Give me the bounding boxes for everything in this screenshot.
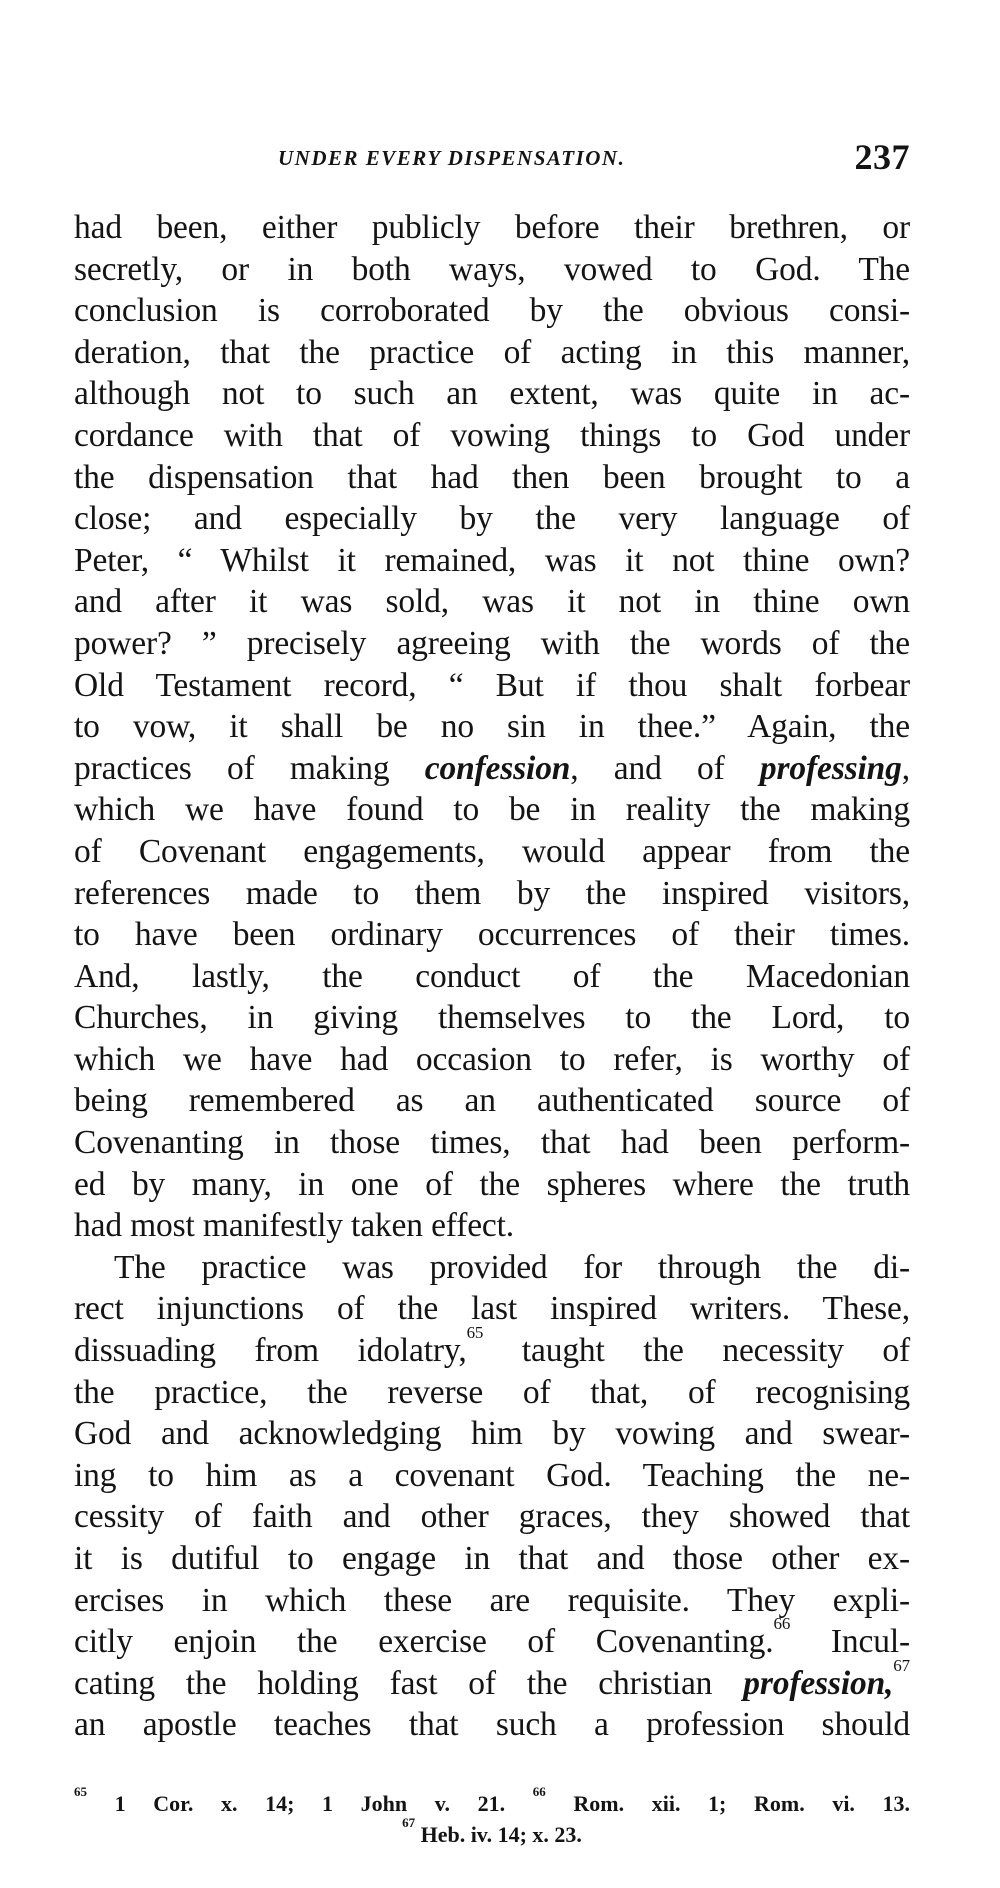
- text-line: which we have had occasion to refer, is worthy of: [74, 1040, 910, 1078]
- footnote-ref-67[interactable]: 67: [893, 1655, 910, 1675]
- text-line: of Covenant engagements, would appear from the: [74, 832, 910, 870]
- text-line: which we have found to be in reality the making: [74, 791, 910, 829]
- text-line: close; and especially by the very language of: [74, 500, 910, 538]
- text-line: secretly, or in both ways, vowed to God. The: [74, 250, 910, 288]
- footnote-65: [74, 1784, 506, 1816]
- text-line: although not to such an extent, was quite in ac-: [74, 375, 910, 413]
- text-line: Old Testament record, “ But if thou shalt forbear: [74, 666, 910, 704]
- line-text: Incul-: [790, 1623, 910, 1661]
- line-text: , and of: [570, 749, 760, 787]
- text-line: And, lastly, the conduct of the Macedonian: [74, 957, 910, 995]
- footnote-ref-66[interactable]: 66: [773, 1614, 791, 1634]
- text-line: ing to him as a covenant God. Teaching the ne-: [74, 1456, 910, 1494]
- footnote-text: Heb. iv. 14; x. 23.: [420, 1822, 582, 1847]
- text-line: [74, 1655, 910, 1705]
- text-line: being remembered as an authenticated source of: [74, 1082, 910, 1120]
- text-line: Peter, “ Whilst it remained, was it not thine own?: [74, 541, 910, 579]
- text-line: conclusion is corroborated by the obvious consi-: [74, 292, 910, 330]
- footnote-mark: 66: [532, 1784, 546, 1799]
- line-text: citly enjoin the exercise of Covenanting.: [74, 1623, 774, 1661]
- footnote-mark: 65: [74, 1784, 87, 1799]
- footnotes: [74, 1784, 911, 1850]
- footnote-text: 1 Cor. x. 14; 1 John v. 21.: [114, 1791, 506, 1816]
- text-line: it is dutiful to engage in that and those other ex-: [74, 1540, 910, 1577]
- running-head: [74, 136, 910, 180]
- text-line: deration, that the practice of acting in this manner,: [74, 333, 910, 371]
- text-line: to have been ordinary occurrences of their times.: [74, 916, 910, 954]
- italic-term: profession,: [743, 1664, 894, 1702]
- footnote-mark: 67: [402, 1815, 416, 1830]
- text-line: The practice was provided for through the di-: [114, 1248, 910, 1286]
- running-title: UNDER EVERY DISPENSATION.: [278, 146, 626, 170]
- text-line: Churches, in giving themselves to the Lord, to: [74, 999, 910, 1037]
- footnote-67: [402, 1815, 582, 1847]
- text-line: God and acknowledging him by vowing and swear-: [74, 1415, 910, 1453]
- text-line: had most manifestly taken effect.: [74, 1207, 515, 1245]
- italic-term: professing: [759, 749, 902, 787]
- text-line: to vow, it shall be no sin in thee.” Again, the: [74, 708, 910, 746]
- text-line: [74, 1323, 910, 1372]
- text-line: Covenanting in those times, that had been perform-: [74, 1124, 910, 1162]
- text-line: had been, either publicly before their brethren, or: [74, 209, 910, 246]
- line-text: practices of making: [74, 749, 425, 787]
- text-line: [74, 748, 910, 790]
- page-number: 237: [854, 137, 910, 177]
- text-line: references made to them by the inspired visitors,: [74, 874, 910, 912]
- footnote-line: [74, 1784, 911, 1819]
- footnote-66: [532, 1784, 911, 1816]
- footnote-ref-65[interactable]: 65: [466, 1323, 484, 1343]
- line-text: ,: [901, 749, 910, 787]
- body-text: [74, 207, 910, 1746]
- footnote-text: Rom. xii. 1; Rom. vi. 13.: [573, 1791, 911, 1816]
- line-text: taught the necessity of: [483, 1332, 910, 1370]
- text-line: cordance with that of vowing things to God under: [74, 416, 910, 454]
- text-line: rect injunctions of the last inspired writers. These,: [74, 1290, 910, 1328]
- line-text: dissuading from idolatry,: [74, 1332, 467, 1370]
- text-line: ercises in which these are requisite. They expli-: [74, 1581, 910, 1619]
- text-line: power? ” precisely agreeing with the words of the: [74, 624, 910, 662]
- text-line: and after it was sold, was it not in thine own: [74, 583, 910, 621]
- text-line: cessity of faith and other graces, they showed that: [74, 1498, 910, 1536]
- line-text: cating the holding fast of the christian: [74, 1664, 744, 1702]
- text-line: [74, 1614, 910, 1663]
- footnote-line: [74, 1815, 910, 1850]
- text-line: ed by many, in one of the spheres where the truth: [74, 1165, 910, 1203]
- text-line: the practice, the reverse of that, of recognising: [74, 1373, 910, 1411]
- text-line: the dispensation that had then been brought to a: [74, 458, 910, 496]
- italic-term: confession: [424, 749, 571, 787]
- text-line: an apostle teaches that such a profession should: [74, 1706, 910, 1744]
